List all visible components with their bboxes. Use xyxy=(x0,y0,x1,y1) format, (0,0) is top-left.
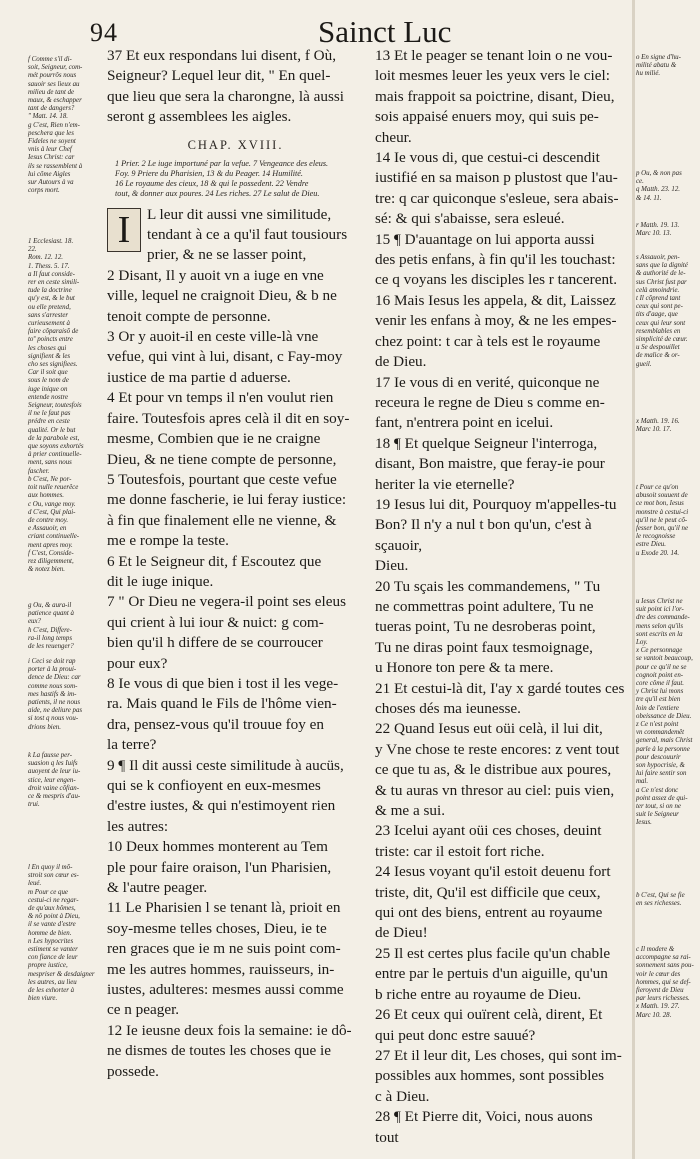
verse-paragraph: 21 Et cestui-là dit, I'ay x gardé toutes ces choses dés ma ieunesse. xyxy=(375,679,625,717)
verse-paragraph: 4 Et pour vn temps il n'en voulut rien faire. Toutesfois apres celà il dit en soy- mesme, Combien que ie ne craigne Dieu, & ne tiene compte de personne, xyxy=(107,389,350,468)
running-title: Sainct Luc xyxy=(318,14,452,49)
left-text-column xyxy=(107,46,364,1082)
page-gutter-shadow xyxy=(632,0,635,1159)
chapter-opening xyxy=(107,205,364,266)
right-margin-note: c Il modere & accompagne sa rai- sonnement sans pou- voir le cœur des hommes, qui se def- fieroyent de Dieu par leurs richesses. x Matth. 19. 27. Marc 10. 28. xyxy=(636,946,694,1019)
verse-paragraph: 20 Tu sçais les commandemens, " Tu ne commettras point adultere, Tu ne tueras point, Tu ne desroberas point, Tu ne diras point faux tesmoignage, u Honore ton pere & ta mere. xyxy=(375,577,601,677)
right-margin-note: p Ou, & non pas ce. q Matth. 23. 12. & 14. 11. xyxy=(636,170,682,202)
left-margin-note: i Ceci se doit rap porter à la proui- dence de Dieu: car comme nous som- mes hastifs & im- patients, il ne nous aide, ne deliure pas si tost q nous vou- drions bien. xyxy=(28,658,83,731)
verse-paragraph: 18 ¶ Et quelque Seigneur l'interroga, disant, Bon maistre, que feray-ie pour heriter la vie eternelle? xyxy=(375,434,605,493)
chapter-title: CHAP. XVIII. xyxy=(187,137,284,152)
verse-paragraph: 26 Et ceux qui ouïrent celà, dirent, Et qui peut donc estre sauué? xyxy=(375,1006,603,1044)
verse-paragraph: 10 Deux hommes monterent au Tem ple pour faire oraison, l'un Pharisien, & l'autre peager. xyxy=(107,838,332,897)
verse-paragraph: 3 Or y auoit-il en ceste ville-là vne vefue, qui vint à lui, disant, c Fay-moy iustice de ma partie d aduerse. xyxy=(107,328,343,386)
verse-paragraph: 17 Ie vous di en verité, quiconque ne receura le regne de Dieu s comme en- fant, n'entrera point en icelui. xyxy=(375,373,605,432)
verse-paragraph: 7 " Or Dieu ne vegera-il point ses eleus qui crient à lui iour & nuict: g com- bien qu'il h differe de se courroucer pour eux? xyxy=(107,593,347,672)
verse-paragraph: L leur dit aussi vne similitude, tendant à ce a qu'il faut tousiours prier, & ne se lasser point, xyxy=(147,205,348,264)
verse-paragraph: 9 ¶ Il dit aussi ceste similitude à aucüs, qui se k confioyent en eux-mesmes d'estre iustes, & qui n'estimoyent rien les autres: xyxy=(107,756,344,835)
verse-paragraph: 23 Icelui ayant oüi ces choses, deuint triste: car il estoit fort riche. xyxy=(375,822,602,860)
verse-paragraph: 5 Toutesfois, pourtant que ceste vefue me donne fascherie, ie lui feray iustice: à fin que finalement elle ne vienne, & me e rompe la teste. xyxy=(107,470,347,550)
page-header xyxy=(0,12,700,48)
left-margin-note: f Comme s'il di- soit, Seigneur, com- mét pourrôs nous sauoir ses lieux au milieu de tant de maux, & eschapper tant de dangers? " Matt. 14. 18. g C'est, Rien n'em- peschera que les Fideles ne soyent vnis à leur Chef Iesus Christ: car ils se rassemblent à lui cõme Aigles sur Autours à va corps mort. xyxy=(28,56,83,195)
verse-paragraph: 8 Ie vous di que bien i tost il les vege- ra. Mais quand le Fils de l'hôme vien- dra, pensez-vous qu'il trouue foy en la terre? xyxy=(107,674,339,754)
drop-cap-initial: I xyxy=(107,208,141,252)
verse-paragraph: 24 Iesus voyant qu'il estoit deuenu fort triste, dit, Qu'il est difficile que ceux, qui ont des biens, entrent au royaume de Dieu! xyxy=(375,863,611,942)
left-margin-note: k La fausse per- suasion q les Iuifs auoyent de leur iu- stice, leur engen- droit vaine cõfian- ce & mespris d'au- trui. xyxy=(28,752,81,809)
verse-paragraph: 12 Ie ieusne deux fois la semaine: ie dô- ne dismes de toutes les choses que ie possede. xyxy=(107,1021,352,1080)
verse-paragraph: 28 ¶ Et Pierre dit, Voici, nous auons tout xyxy=(375,1108,593,1146)
chapter-summary: 1 Prier. 2 Le iuge importuné par la vefue. 7 Vengeance des eleus. Foy. 9 Priere du Pharisien, 13 & du Peager. 14 Humilité. 16 Le royaume des cieux, 18 & qui le possedent. 22 Vendre tout, & donner aux poures. 24 Les riches. 27 Le salut de Dieu. xyxy=(115,158,329,198)
verse-paragraph: 13 Et le peager se tenant loin o ne vou- loit mesmes leuer les yeux vers le ciel: mais frappoit sa poictrine, disant, Dieu, sois appaisé enuers moy, qui suis pe- cheur. xyxy=(375,47,615,146)
right-margin-note: o En signe d'hu- milité abatu & hu milié. xyxy=(636,54,681,78)
verse-paragraph: 25 Il est certes plus facile qu'un chable entre par le pertuis d'un aiguille, qu'un b riche entre au royaume de Dieu. xyxy=(375,944,611,1003)
verse-paragraph: 6 Et le Seigneur dit, f Escoutez que dit le iuge inique. xyxy=(107,552,322,590)
verse-paragraph: 11 Le Pharisien l se tenant là, prioit en soy-mesme telles choses, Dieu, ie te ren graces que ie m ne suis point com- me les autres hommes, rauisseurs, in- iustes, adulteres: mesmes aussi comme ce n peager. xyxy=(107,899,344,1019)
verse-paragraph: 37 Et eux respondans lui disent, f Où, Seigneur? Lequel leur dit, " En quel- que lieu que sera la charongne, là aussi seront g assemblees les aigles. xyxy=(107,47,345,126)
verse-paragraph: 22 Quand Iesus eut oüi celà, il lui dit, y Vne chose te reste encores: z vent tout ce que tu as, & le distribue aux poures, & tu auras vn thresor au ciel: puis vien, & me a sui. xyxy=(375,720,620,820)
verse-paragraph: 16 Mais Iesus les appela, & dit, Laissez venir les enfans à moy, & ne les empes- chez point: t car à tels est le royaume de Dieu. xyxy=(375,291,617,371)
verse-paragraph: 14 Ie vous di, que cestui-ci descendit iustifié en sa maison p plustost que l'au- tre: q car quiconque s'esleue, sera abais- sé: & qui s'abaisse, sera esleué. xyxy=(375,149,619,228)
right-margin-note: s Assauoir, pen- sans que la dignité & authorité de le- sus Christ fust par celà amoindrie. t Il cõprend tant ceux qui sont pe- tits d'aage, que ceux qui leur sont resemblables en simplicité de cœur. u Se despouillet de malice & or- gueil. xyxy=(636,254,688,368)
left-margin-note: g Ou, & aura-il patience quant à eux? h C'est, Differe- ra-il long temps de les reuenger? xyxy=(28,602,74,651)
right-margin-note: t Pour ce qu'on abusoit souuent de ce mot bon, Iesus monstre à cestui-ci qu'il ne le peut cõ- fesser bon, qu'il ne le recognoisse estre Dieu. u Exode 20. 14. xyxy=(636,484,689,557)
left-margin-note: 1 Ecclesiast. 18. 22. Rom. 12. 12. 1. Thess. 5. 17. a Il faut conside- rer en ceste simili- tude la doctrine qu'y est, & le but ou elle pretend, sans s'arrester curieusement à faire cõparaisõ de toº poincts entre les choses qui signifient & les cho ses signifiees. Car il soit que sous le nom de iuge inique on entende nostre Seigneur, toutesfois il ne le faut pas prédre en ceste qualité. Or le but de la parabole est, que soyons exhortés à prier continuelle- ment, sans nous fascher. b C'est, Ne por- toit nulle reuerêce aux hommes. c Ou, vange moy. d C'est, Qui plai- de contre moy. e Assauoir, en criant continuelle- ment apres moy. f C'est, Conside- rez diligemment, & notez bien. xyxy=(28,238,84,574)
page-number: 94 xyxy=(90,18,118,47)
right-margin-note: b C'est, Qui se fie en ses richesses. xyxy=(636,892,685,908)
right-margin-note: x Matth. 19. 16. Marc 10. 17. xyxy=(636,418,680,434)
verse-paragraph: 27 Et il leur dit, Les choses, qui sont im- possibles aux hommes, sont possibles c à Dieu. xyxy=(375,1046,622,1105)
right-margin-note: r Matth. 19. 13. Marc 10. 13. xyxy=(636,222,680,238)
left-margin-note: l En quoy il mõ- stroit son cœur es- leué. m Pour ce que cestui-ci ne regar- de qu'aux hômes, & nô point à Dieu, il se vante d'estre homme de bien. n Les hypocrites estiment se vanter con fiance de leur propre iustice, mespriser & desdaigner les autres, au lieu de les exhorter à bien viure. xyxy=(28,864,95,1003)
verse-paragraph: 19 Iesus lui dit, Pourquoy m'appelles-tu Bon? Il n'y a nul t bon qu'un, c'est à sçauoir, Dieu. xyxy=(375,495,617,575)
verse-paragraph: 15 ¶ D'auantage on lui apporta aussi des petis enfans, à fin qu'il les touchast: ce q voyans les disciples les r tancerent. xyxy=(375,230,618,289)
right-text-column xyxy=(375,46,631,1148)
right-margin-note: u Iesus Christ ne suit point ici l'or- dre des commande- mens selon qu'ils sont escrits en la Loy. x Ce personnage se vantoit beaucoup, pour ce qu'il ne se cognoit point en- core côme il faut. y Christ lui mons tre qu'il est bien loin de l'entiere obeissance de Dieu. z Ce n'est point vn commandemêt general, mais Christ parle à la personne pour descouurir son hypocrisie, & lui faire sentir son mal. a Ce n'est donc point assez de qui- ter tout, si on ne suit le Seigneur Iesus. xyxy=(636,598,693,827)
verse-paragraph: 2 Disant, Il y auoit vn a iuge en vne ville, lequel ne craignoit Dieu, & b ne tenoit compte de personne. xyxy=(107,266,337,325)
